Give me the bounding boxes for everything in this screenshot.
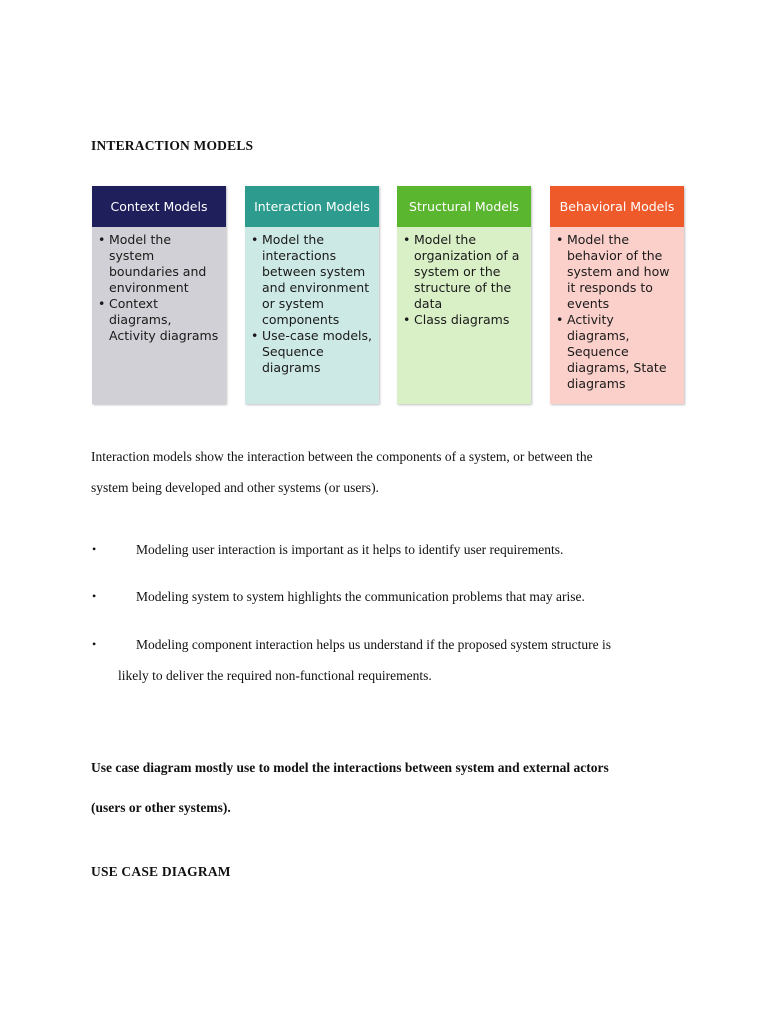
behavioral-models-card [550,186,684,404]
model-types-diagram [92,186,675,404]
intro-line: system being developed and other systems (or users). [91,480,379,495]
bullet-dot: • [92,542,97,556]
bullet-text: Modeling user interaction is important as it helps to identify user requirements. [136,542,564,557]
behavioral-models-item: • Activity diagrams, Sequence diagrams, State diagrams [556,312,678,392]
context-models-title: Context Models [92,186,226,227]
use-case-note-line: (users or other systems). [91,800,231,815]
bullet-dot: • [92,589,97,603]
interaction-models-body [245,227,379,404]
bullet-item [92,629,692,691]
structural-models-body [397,227,531,404]
structural-models-item: • Class diagrams [403,312,525,328]
intro-paragraph [91,441,691,503]
use-case-note [91,748,691,828]
interaction-models-item: • Model the interactions between system and environment or system components [251,232,373,328]
intro-line: Interaction models show the interaction between the components of a system, or between the [91,449,593,464]
context-models-body [92,227,226,404]
structural-models-title: Structural Models [397,186,531,227]
bullet-item [92,581,692,612]
interaction-models-title: Interaction Models [245,186,379,227]
behavioral-models-title: Behavioral Models [550,186,684,227]
structural-models-card [397,186,531,404]
behavioral-models-body [550,227,684,404]
bullet-item [92,534,692,565]
section-heading-interaction-models: INTERACTION MODELS [91,138,254,153]
bullet-text: Modeling component interaction helps us understand if the proposed system structure is [136,637,612,652]
interaction-models-item: • Use-case models, Sequence diagrams [251,328,373,376]
context-models-item: • Model the system boundaries and environment [98,232,220,296]
bullet-text: Modeling system to system highlights the communication problems that may arise. [136,589,585,604]
structural-models-item: • Model the organization of a system or the structure of the data [403,232,525,312]
use-case-note-line: Use case diagram mostly use to model the interactions between system and external actors [91,760,609,775]
bullet-continuation: likely to deliver the required non-functional requirements. [118,668,432,683]
context-models-card [92,186,226,404]
context-models-item: • Context diagrams, Activity diagrams [98,296,220,344]
section-heading-use-case-diagram: USE CASE DIAGRAM [91,864,231,879]
interaction-models-card [245,186,379,404]
behavioral-models-item: • Model the behavior of the system and how it responds to events [556,232,678,312]
bullet-dot: • [92,637,97,651]
